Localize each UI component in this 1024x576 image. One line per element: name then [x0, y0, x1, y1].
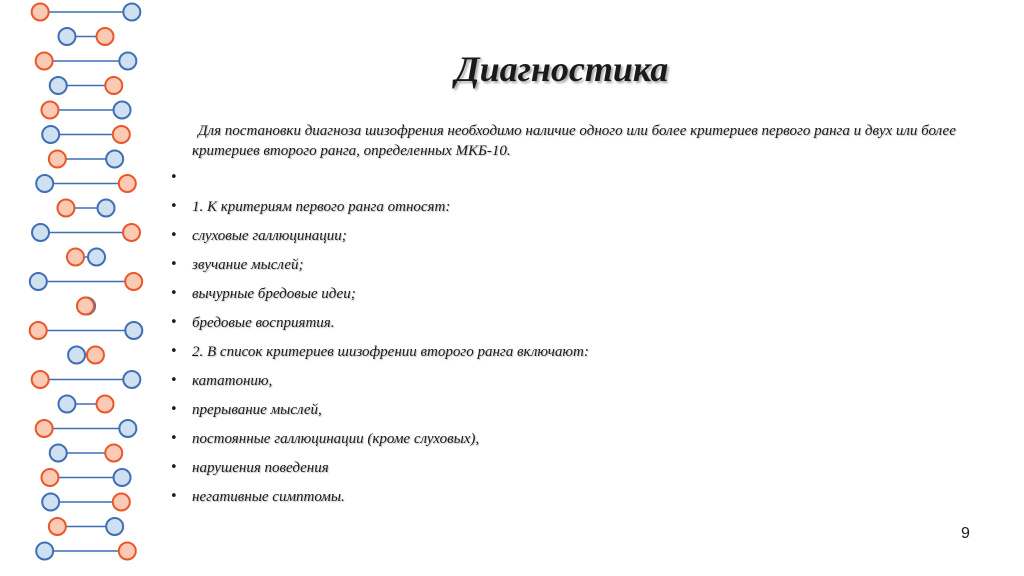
dna-node — [88, 249, 105, 266]
intro-paragraph: Для постановки диагноза шизофрения необходимо наличие одного или более критериев первого ранга и двух или более критериев второго ранга, определенных МКБ-10. — [192, 123, 956, 159]
dna-node — [97, 396, 114, 413]
bullet-icon: • — [170, 460, 178, 475]
bullet-icon: • — [170, 431, 178, 446]
list-item-text: прерывание мыслей, — [192, 402, 322, 418]
list-item-text: кататонию, — [192, 373, 273, 389]
list-item — [170, 167, 589, 196]
bullet-icon: • — [170, 228, 178, 243]
dna-node — [58, 396, 75, 413]
dna-node — [119, 420, 136, 437]
dna-node — [106, 151, 123, 168]
dna-node — [125, 273, 142, 290]
bullet-icon: • — [170, 286, 178, 301]
dna-node — [114, 102, 131, 119]
bullet-icon: • — [170, 402, 178, 417]
dna-node — [42, 126, 59, 143]
dna-node — [97, 28, 114, 45]
list-item — [170, 428, 589, 457]
dna-node — [50, 445, 67, 462]
bullet-icon: • — [170, 257, 178, 272]
bullet-icon: • — [170, 315, 178, 330]
list-item — [170, 283, 589, 312]
dna-node — [105, 77, 122, 94]
dna-node — [32, 371, 49, 388]
list-item-text: бредовые восприятия. — [192, 315, 335, 331]
dna-node — [119, 543, 136, 560]
dna-node — [58, 28, 75, 45]
dna-node — [105, 445, 122, 462]
dna-node — [57, 200, 74, 217]
list-item — [170, 486, 589, 515]
bullet-icon: • — [170, 170, 178, 185]
dna-node — [49, 151, 66, 168]
page-number: 9 — [961, 525, 970, 542]
list-item-text: звучание мыслей; — [192, 257, 304, 273]
criteria-list — [170, 167, 589, 515]
dna-node — [42, 494, 59, 511]
bullet-icon: • — [170, 199, 178, 214]
list-item — [170, 312, 589, 341]
list-item-text: негативные симптомы. — [192, 489, 345, 505]
list-item-text: постоянные галлюцинации (кроме слуховых), — [192, 431, 480, 447]
bullet-icon: • — [170, 489, 178, 504]
dna-node — [32, 4, 49, 21]
list-item-text: 2. В список критериев шизофрении второго ранга включают: — [192, 344, 589, 360]
dna-node — [36, 543, 53, 560]
list-item-text: 1. К критериям первого ранга относят: — [192, 199, 451, 215]
dna-node — [123, 224, 140, 241]
dna-node — [30, 273, 47, 290]
list-item-text: слуховые галлюцинации; — [192, 228, 347, 244]
dna-node — [113, 126, 130, 143]
dna-node — [87, 347, 104, 364]
list-item — [170, 225, 589, 254]
dna-node — [125, 322, 142, 339]
dna-node — [119, 175, 136, 192]
slide-title: Диагностика — [455, 49, 669, 89]
list-item — [170, 196, 589, 225]
dna-helix-graphic — [0, 0, 160, 576]
dna-node — [123, 4, 140, 21]
dna-node — [36, 53, 53, 70]
dna-node — [32, 224, 49, 241]
dna-node — [50, 77, 67, 94]
dna-node — [68, 347, 85, 364]
dna-node — [98, 200, 115, 217]
dna-node — [77, 298, 94, 315]
dna-node — [119, 53, 136, 70]
bullet-icon: • — [170, 344, 178, 359]
list-item — [170, 370, 589, 399]
list-item — [170, 254, 589, 283]
dna-node — [123, 371, 140, 388]
dna-node — [106, 518, 123, 535]
dna-node — [114, 469, 131, 486]
dna-node — [113, 494, 130, 511]
list-item — [170, 399, 589, 428]
bullet-icon: • — [170, 373, 178, 388]
dna-node — [36, 420, 53, 437]
list-item-text: нарушения поведения — [192, 460, 329, 476]
dna-node — [41, 469, 58, 486]
dna-node — [41, 102, 58, 119]
list-item-text: вычурные бредовые идеи; — [192, 286, 356, 302]
dna-node — [36, 175, 53, 192]
dna-node — [49, 518, 66, 535]
dna-node — [30, 322, 47, 339]
dna-node — [67, 249, 84, 266]
list-item — [170, 341, 589, 370]
list-item — [170, 457, 589, 486]
